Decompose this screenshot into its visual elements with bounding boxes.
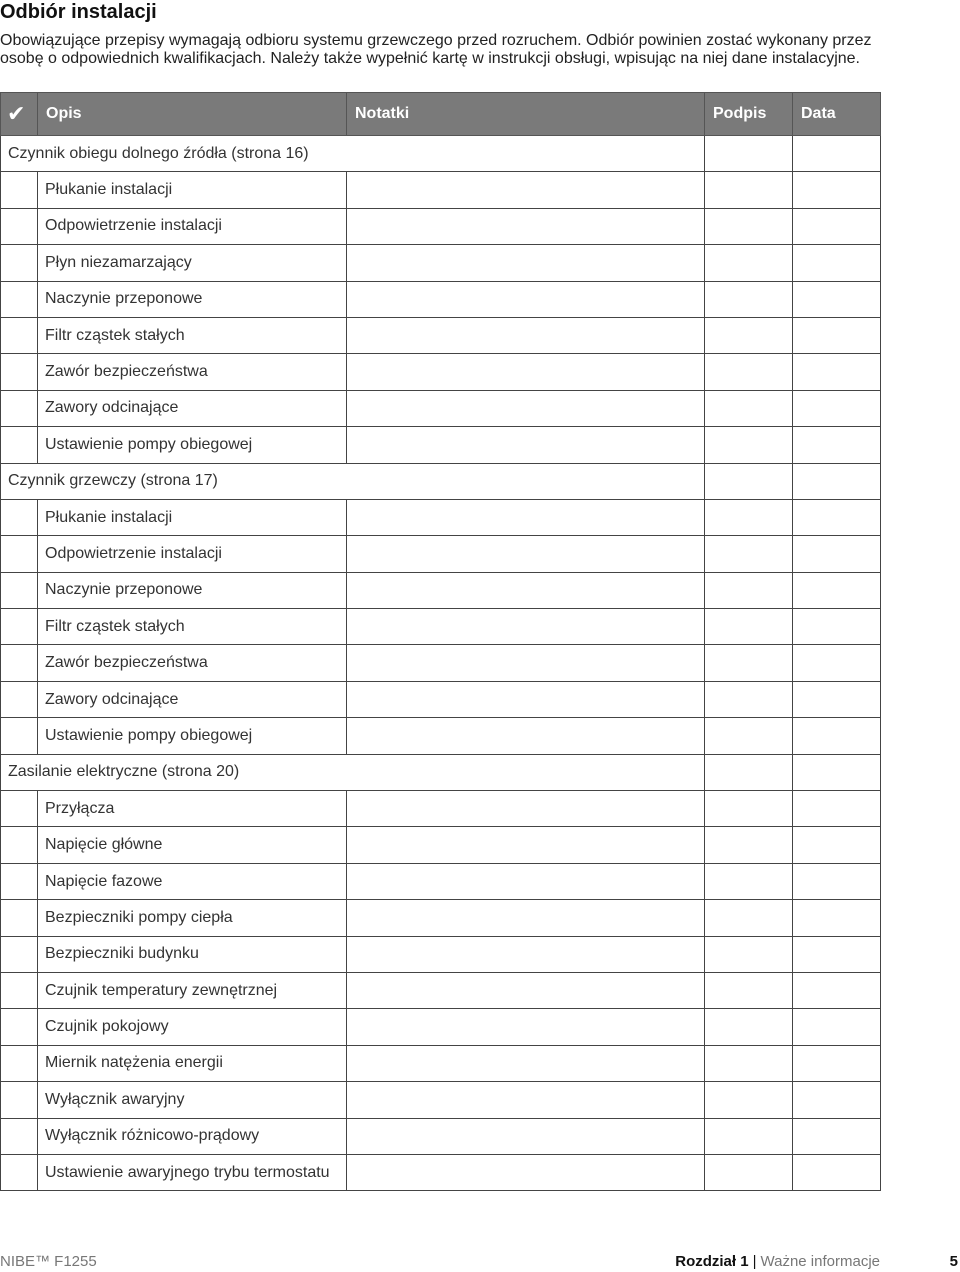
notes-cell[interactable] [347,609,705,645]
checklist-body [1,136,881,1191]
intro-paragraph: Obowiązujące przepisy wymagają odbioru systemu grzewczego przed rozruchem. Odbiór powinien zostać wykonany przez osobę o odpowiednich kwalifikacjach. Należy także wypełnić kartę w instrukcji obsługi, wpisując na niej dane instalacyjne. [0,32,872,67]
check-cell[interactable] [1,572,38,608]
sign-cell[interactable] [705,172,793,208]
item-description: Płukanie instalacji [38,499,347,535]
check-cell[interactable] [1,390,38,426]
item-description: Bezpieczniki pompy ciepła [38,900,347,936]
table-row [1,827,881,863]
date-cell[interactable] [793,718,881,754]
sign-cell[interactable] [705,281,793,317]
date-cell[interactable] [793,208,881,244]
table-row [1,499,881,535]
notes-cell[interactable] [347,245,705,281]
date-cell[interactable] [793,390,881,426]
table-row [1,245,881,281]
notes-cell[interactable] [347,645,705,681]
table-row [1,281,881,317]
footer-section: Ważne informacje [760,1253,880,1270]
check-cell[interactable] [1,281,38,317]
notes-cell[interactable] [347,1082,705,1118]
check-mark-icon: ✔ [1,93,38,136]
item-description: Czujnik pokojowy [38,1009,347,1045]
sign-cell[interactable] [705,1082,793,1118]
item-description: Napięcie główne [38,827,347,863]
sign-cell[interactable] [705,427,793,463]
sign-cell[interactable] [705,572,793,608]
check-cell[interactable] [1,208,38,244]
table-row [1,1082,881,1118]
date-cell[interactable] [793,1082,881,1118]
footer-separator: | [752,1253,757,1270]
header-notes: Notatki [347,93,705,136]
table-row [1,208,881,244]
date-cell[interactable] [793,936,881,972]
item-description: Odpowietrzenie instalacji [38,208,347,244]
notes-cell[interactable] [347,681,705,717]
check-cell[interactable] [1,718,38,754]
notes-cell[interactable] [347,791,705,827]
notes-cell[interactable] [347,536,705,572]
sign-cell[interactable] [705,681,793,717]
table-row [1,972,881,1008]
item-description: Przyłącza [38,791,347,827]
sign-cell[interactable] [705,1118,793,1154]
table-row [1,936,881,972]
sign-cell[interactable] [705,863,793,899]
notes-cell[interactable] [347,936,705,972]
table-row [1,354,881,390]
page-footer [0,1252,960,1272]
check-cell[interactable] [1,972,38,1008]
sign-cell[interactable] [705,208,793,244]
sign-cell[interactable] [705,936,793,972]
date-cell[interactable] [793,972,881,1008]
sign-cell[interactable] [705,136,793,172]
notes-cell[interactable] [347,1154,705,1190]
notes-cell[interactable] [347,499,705,535]
notes-cell[interactable] [347,718,705,754]
sign-cell[interactable] [705,609,793,645]
table-row [1,1045,881,1081]
item-description: Zawory odcinające [38,390,347,426]
date-cell[interactable] [793,499,881,535]
item-description: Ustawienie pompy obiegowej [38,427,347,463]
date-cell[interactable] [793,609,881,645]
sign-cell[interactable] [705,1154,793,1190]
section-row [1,463,881,499]
sign-cell[interactable] [705,536,793,572]
check-cell[interactable] [1,645,38,681]
date-cell[interactable] [793,863,881,899]
page-title: Odbiór instalacji [0,1,157,23]
date-cell[interactable] [793,791,881,827]
table-row [1,609,881,645]
check-cell[interactable] [1,1154,38,1190]
check-cell[interactable] [1,791,38,827]
header-signature: Podpis [705,93,793,136]
check-cell[interactable] [1,172,38,208]
date-cell[interactable] [793,1118,881,1154]
item-description: Wyłącznik awaryjny [38,1082,347,1118]
date-cell[interactable] [793,536,881,572]
notes-cell[interactable] [347,1045,705,1081]
sign-cell[interactable] [705,463,793,499]
item-description: Odpowietrzenie instalacji [38,536,347,572]
date-cell[interactable] [793,681,881,717]
section-label: Czynnik grzewczy (strona 17) [1,463,705,499]
notes-cell[interactable] [347,208,705,244]
notes-cell[interactable] [347,390,705,426]
table-row [1,572,881,608]
header-date: Data [793,93,881,136]
notes-cell[interactable] [347,827,705,863]
table-row [1,645,881,681]
item-description: Wyłącznik różnicowo-prądowy [38,1118,347,1154]
sign-cell[interactable] [705,317,793,353]
table-row [1,1118,881,1154]
notes-cell[interactable] [347,863,705,899]
sign-cell[interactable] [705,718,793,754]
check-cell[interactable] [1,1118,38,1154]
item-description: Ustawienie pompy obiegowej [38,718,347,754]
check-cell[interactable] [1,1009,38,1045]
sign-cell[interactable] [705,645,793,681]
table-row [1,900,881,936]
check-cell[interactable] [1,681,38,717]
sign-cell[interactable] [705,754,793,790]
check-cell[interactable] [1,354,38,390]
page-number: 5 [949,1253,958,1270]
table-row [1,1154,881,1190]
notes-cell[interactable] [347,972,705,1008]
item-description: Zawory odcinające [38,681,347,717]
table-row [1,791,881,827]
check-cell[interactable] [1,1082,38,1118]
item-description: Napięcie fazowe [38,863,347,899]
notes-cell[interactable] [347,317,705,353]
notes-cell[interactable] [347,1009,705,1045]
footer-product: NIBE™ F1255 [0,1253,97,1270]
date-cell[interactable] [793,1154,881,1190]
check-cell[interactable] [1,900,38,936]
item-description: Zawór bezpieczeństwa [38,354,347,390]
date-cell[interactable] [793,827,881,863]
table-header-row [1,93,881,136]
item-description: Bezpieczniki budynku [38,936,347,972]
date-cell[interactable] [793,754,881,790]
check-cell[interactable] [1,536,38,572]
sign-cell[interactable] [705,900,793,936]
date-cell[interactable] [793,645,881,681]
table-row [1,1009,881,1045]
notes-cell[interactable] [347,572,705,608]
table-row [1,172,881,208]
item-description: Filtr cząstek stałych [38,609,347,645]
date-cell[interactable] [793,1045,881,1081]
sign-cell[interactable] [705,791,793,827]
table-row [1,536,881,572]
notes-cell[interactable] [347,900,705,936]
date-cell[interactable] [793,463,881,499]
item-description: Naczynie przeponowe [38,281,347,317]
date-cell[interactable] [793,172,881,208]
date-cell[interactable] [793,354,881,390]
sign-cell[interactable] [705,390,793,426]
item-description: Zawór bezpieczeństwa [38,645,347,681]
sign-cell[interactable] [705,245,793,281]
item-description: Płyn niezamarzający [38,245,347,281]
date-cell[interactable] [793,427,881,463]
notes-cell[interactable] [347,281,705,317]
check-cell[interactable] [1,609,38,645]
item-description: Płukanie instalacji [38,172,347,208]
sign-cell[interactable] [705,1045,793,1081]
notes-cell[interactable] [347,1118,705,1154]
sign-cell[interactable] [705,972,793,1008]
date-cell[interactable] [793,900,881,936]
item-description: Filtr cząstek stałych [38,317,347,353]
table-row [1,681,881,717]
item-description: Ustawienie awaryjnego trybu termostatu [38,1154,347,1190]
footer-chapter [675,1252,880,1272]
date-cell[interactable] [793,1009,881,1045]
check-cell[interactable] [1,1045,38,1081]
sign-cell[interactable] [705,827,793,863]
footer-chapter-label: Rozdział 1 [675,1253,749,1270]
date-cell[interactable] [793,245,881,281]
table-row [1,863,881,899]
sign-cell[interactable] [705,1009,793,1045]
table-row [1,317,881,353]
date-cell[interactable] [793,136,881,172]
check-cell[interactable] [1,245,38,281]
date-cell[interactable] [793,281,881,317]
check-cell[interactable] [1,936,38,972]
check-cell[interactable] [1,317,38,353]
table-row [1,427,881,463]
check-cell[interactable] [1,827,38,863]
table-row [1,718,881,754]
sign-cell[interactable] [705,499,793,535]
notes-cell[interactable] [347,427,705,463]
item-description: Czujnik temperatury zewnętrznej [38,972,347,1008]
item-description: Miernik natężenia energii [38,1045,347,1081]
check-cell[interactable] [1,499,38,535]
section-label: Czynnik obiegu dolnego źródła (strona 16) [1,136,705,172]
item-description: Naczynie przeponowe [38,572,347,608]
date-cell[interactable] [793,572,881,608]
sign-cell[interactable] [705,354,793,390]
date-cell[interactable] [793,317,881,353]
table-row [1,390,881,426]
section-label: Zasilanie elektryczne (strona 20) [1,754,705,790]
check-cell[interactable] [1,863,38,899]
check-cell[interactable] [1,427,38,463]
notes-cell[interactable] [347,172,705,208]
header-description: Opis [38,93,347,136]
section-row [1,136,881,172]
notes-cell[interactable] [347,354,705,390]
section-row [1,754,881,790]
commissioning-checklist [0,92,881,1191]
